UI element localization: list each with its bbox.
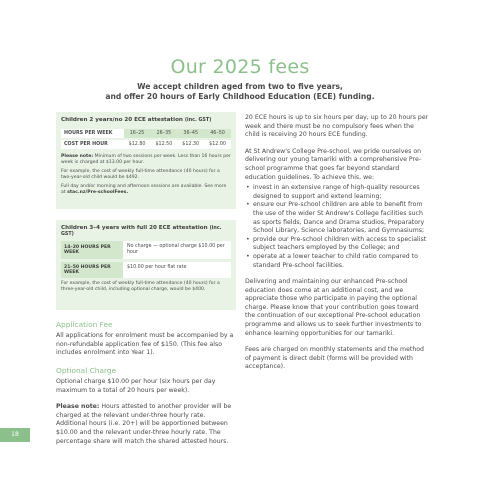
hours-cell: 46–50: [204, 129, 231, 138]
note-text: Minimum of two sessions per week. Less than 16 hours per week is charged at $13.00 per hour.: [61, 154, 231, 165]
panel-heading: [61, 117, 231, 123]
section-heading: Application Fee: [56, 320, 113, 329]
hours-cell: 36–45: [177, 129, 204, 138]
note-label: Please note:: [61, 154, 94, 159]
paragraph: Delivering and maintaining our enhanced Pre-school education does come at an additional cost, and we appreciate those who participate in paying the optional charge. Please know that your contribution goes toward the continuation of our exceptional Pre-school education programme and allows us to seek further investments to enhance learning opportunities for our tamariki.: [245, 278, 422, 337]
benefits-list: [245, 184, 430, 270]
section-text: All applications for enrolment must be accompanied by a non-refundable application fee of $150. (This fee also includes enrolment into Year 1).: [56, 332, 234, 357]
fullday-text: Full day and/or morning and afternoon sessions are available. See more at: [61, 184, 227, 195]
table-row-hours: [61, 129, 231, 138]
section-text: Optional charge $10.00 per hour (six hours per day maximum to a total of 20 hours per week).: [56, 378, 216, 394]
panel-example: For example, the cost of weekly full-time attendance (40 hours) for a two-year-old child would be $492.: [61, 169, 220, 180]
panel-note: [61, 154, 231, 166]
fees-table: [61, 127, 231, 151]
paragraph: Fees are charged on monthly statements and the method of payment is direct debit (forms will be provided with acceptance).: [245, 346, 424, 371]
panel-heading-suffix: (inc. GST): [184, 118, 212, 123]
table-row-cost: [61, 140, 231, 149]
optional-charge-section: [56, 366, 236, 446]
panel-heading-text: Children 3–4 years with full 20 ECE attestation: [61, 225, 208, 231]
list-item: • ensure our Pre-school children are able to benefit from the use of the wider St Andrew's College facilities such as sports fields, Dance and Drama studios, Preparatory School Library, Science laboratories, and Gymnasiums;: [245, 201, 430, 235]
hours-cell: 26–35: [150, 129, 177, 138]
panel-heading-text: Children 2 years/no 20 ECE attestation: [61, 117, 183, 123]
hours-label: HOURS PER WEEK: [61, 129, 124, 138]
list-item: • invest in an extensive range of high-quality resources designed to support and extend learning;: [245, 184, 430, 201]
application-fee-section: [56, 320, 236, 358]
paragraph: 20 ECE hours is up to six hours per day, up to 20 hours per week and there must be no compulsory fees when the child is receiving 20 hours ECE funding.: [245, 114, 429, 139]
cost-label: COST PER HOUR: [61, 140, 124, 149]
subtitle-line-2: and offer 20 hours of Early Childhood Education (ECE) funding.: [105, 92, 375, 101]
note-label: Please note:: [56, 403, 100, 411]
page-subtitle: [60, 82, 420, 102]
section-heading: Optional Charge: [56, 366, 117, 375]
panel-example: For example, the cost of weekly full-time attendance (40 hours) for a three-year-old child, including optional charge, would be $400.: [61, 281, 220, 292]
page-number: 18: [0, 428, 30, 442]
fee-row-14-20: [61, 241, 231, 259]
list-item: • provide our Pre-school children with access to specialist subject teachers employed by the College; and: [245, 236, 430, 253]
fees-panel-2-years: [56, 112, 236, 209]
cost-cell: $12.00: [204, 140, 231, 149]
panel-fullday: [61, 184, 231, 196]
fees-panel-3-4-years: [56, 220, 236, 310]
fee-row-value: No charge — optional charge $10.00 per hour: [123, 241, 231, 259]
fee-row-value: $10.00 per hour flat rate: [123, 262, 231, 278]
right-column: [245, 114, 430, 380]
section-note: [56, 403, 236, 446]
hours-cell: 16–25: [124, 129, 151, 138]
list-item: • operate at a lower teacher to child ratio compared to standard Pre-school facilities.: [245, 253, 430, 270]
cost-cell: $12.50: [150, 140, 177, 149]
note-text: Hours attested to another provider will be charged at the relevant under-three hourly rate. Additional hours (i.e. 20+) will be apportioned between $10.00 and the relevant under-three hourly rate. The percentage share will match the shared attested hours.: [56, 403, 232, 445]
fee-row-label: 14–20 HOURS PER WEEK: [61, 241, 123, 259]
cost-cell: $12.30: [177, 140, 204, 149]
paragraph: At St Andrew's College Pre-school, we pride ourselves on delivering our young tamariki with a comprehensive Pre-school programme that goes far beyond standard education guidelines. To achieve this, we:: [245, 147, 422, 181]
cost-cell: $12.80: [124, 140, 151, 149]
fee-row-21-50: [61, 262, 231, 278]
subtitle-line-1: We accept children aged from two to five years,: [137, 82, 343, 91]
fee-row-label: 21–50 HOURS PER WEEK: [61, 262, 123, 278]
panel-heading-suffix: (inc. GST): [61, 226, 222, 237]
fees-link[interactable]: stac.nz/Pre-schoolFees.: [67, 190, 129, 195]
page-title: Our 2025 fees: [170, 56, 310, 78]
panel-heading: [61, 225, 231, 237]
